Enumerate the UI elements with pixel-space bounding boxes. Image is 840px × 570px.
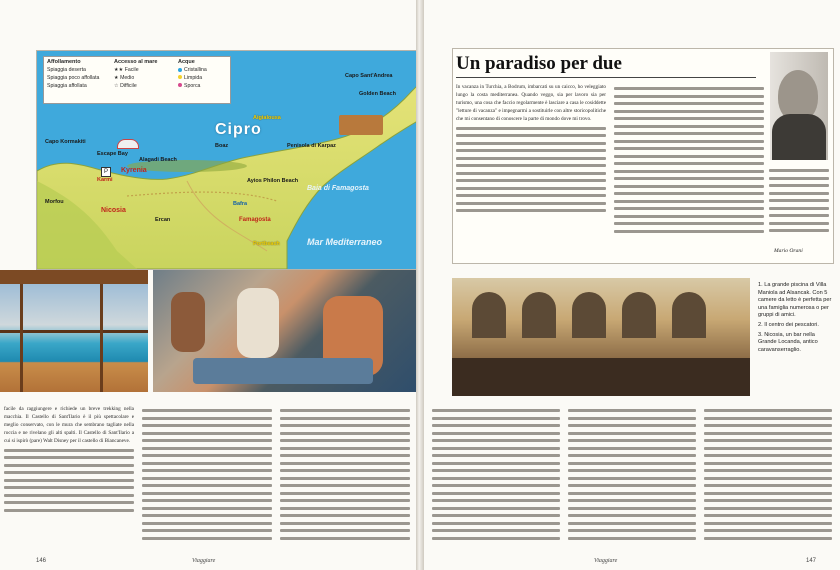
- right-intro-col-3: [769, 166, 829, 256]
- map-label-capo-santandrea: Capo Sant'Andrea: [345, 73, 393, 79]
- map-label-alagadi: Alagadi Beach: [139, 157, 177, 163]
- umbrella-icon: [117, 139, 139, 149]
- legend-beach-0: Spiaggia deserta: [47, 66, 86, 73]
- title-rule: [456, 77, 756, 78]
- right-col-2: [568, 406, 696, 544]
- photo-fishermen: [153, 270, 416, 392]
- map-label-nicosia: Nicosia: [101, 207, 126, 214]
- map-label-karpaz: Penisola di Karpaz: [287, 143, 336, 149]
- legend-beach-2: Spiaggia affollata: [47, 82, 87, 89]
- legend-beach-1: Spiaggia poco affollata: [47, 74, 100, 81]
- right-intro-col-1: [456, 84, 606, 256]
- map-label-bafra: Bafra: [233, 201, 248, 207]
- map-label-sea: Mar Mediterraneo: [307, 237, 383, 247]
- map-label-portbeach: Portbeach: [253, 241, 280, 247]
- right-intro-text: In vacanza in Turchia, a Bodrum, imbarcati su un caicco, ho veleggiato lungo la costa mediterranea. Quando veggo, sia per lavoro sia per turismo, una cosa che faccio regolarmente è lasciare a casa le cosiddette "letture di vacanza" e impegnarmi a sostituirle con altre storicopolitiche che mi consentano di conoscere la parte di mondo dove mi trovo.: [456, 84, 606, 122]
- map-label-aiglialousa: Aigialousa: [253, 115, 281, 121]
- legend-access: [114, 59, 174, 91]
- left-col-1: [4, 406, 134, 516]
- map-label-golden-beach: Golden Beach: [359, 91, 396, 97]
- map-label-cipro: Cipro: [215, 121, 262, 138]
- legend-water-2: Sporca: [178, 83, 200, 89]
- castle-icon: [339, 115, 383, 135]
- left-page: [0, 0, 416, 570]
- photo-pool: [0, 270, 148, 392]
- map-label-ayios-philon: Ayios Philon Beach: [247, 178, 299, 184]
- map-label-ercan: Ercan: [155, 217, 171, 223]
- legend-access-1: ★ Medio: [114, 74, 135, 81]
- legend-water-1: Limpida: [178, 75, 202, 81]
- right-intro-col-2b: [614, 84, 764, 256]
- legend-beaches: [47, 59, 105, 91]
- map-label-famagosta: Famagosta: [239, 217, 271, 223]
- legend-beach-title: Affollamento: [47, 59, 81, 65]
- legend-access-0: ★★ Facile: [114, 66, 139, 73]
- right-page: [424, 0, 840, 570]
- article-title: Un paradiso per due: [456, 53, 622, 74]
- caption-2: 2. Il centro dei pescatori.: [758, 321, 819, 328]
- photo-captions: [758, 282, 834, 354]
- legend-water-title: Acque: [178, 59, 195, 65]
- photo-nicosia-courtyard: [452, 278, 750, 396]
- right-col-1: [432, 406, 560, 544]
- page-number-left: 146: [36, 558, 47, 564]
- caption-3: 3. Nicosia, un bar nella Grande Locanda, antico caravanserraglio.: [758, 331, 818, 353]
- left-col-1-intro: facile da raggiungere e richiede un breve trekking nella macchia. Il Castello di Sant'Ilario è il più spettacolare e meglio conservato, con le mura che sembrano tagliate nella roccia e ne rivelano gli alti spalti. Il Castello di Sant'Ilario a cui si ispirò (pare) Walt Disney per il castello di Biancaneve.: [4, 406, 134, 444]
- legend-access-title: Accesso al mare: [114, 59, 158, 65]
- masthead-left: Viaggiare: [192, 558, 216, 564]
- map-label-escape-bay: Escape Bay: [97, 151, 128, 157]
- page-number-right: 147: [805, 558, 816, 564]
- map-label-morfou: Morfou: [45, 199, 64, 205]
- spread-gutter: [416, 0, 424, 570]
- parking-icon: P: [101, 167, 111, 177]
- map-label-famagusta-bay: Baia di Famagosta: [307, 185, 369, 192]
- map-label-kormakiti: Capo Kormakiti: [45, 139, 86, 145]
- author-signature: Mario Orani: [774, 248, 803, 254]
- map-label-boaz: Boaz: [215, 143, 229, 149]
- legend-access-2: ☆ Difficile: [114, 82, 137, 89]
- left-col-2: [142, 406, 272, 544]
- map-legend: [43, 56, 231, 104]
- map-label-kyrenia: Kyrenia: [121, 167, 147, 174]
- map-label-karmi: Karmi: [97, 177, 113, 183]
- legend-water-0: Cristallina: [178, 67, 207, 73]
- right-page-body: [424, 406, 840, 556]
- left-page-body: [0, 406, 416, 556]
- legend-water: [178, 59, 228, 91]
- right-col-3: [704, 406, 832, 544]
- caption-1: 1. La grande piscina di Villa Maniola ad Alsancak. Con 5 camere da letto è perfetta per una famiglia numerosa o per gruppi di amici.: [758, 282, 832, 319]
- left-col-3: [280, 406, 410, 544]
- cyprus-map: [36, 50, 416, 270]
- masthead-right: Viaggiare: [594, 558, 618, 564]
- photo-author-portrait: [770, 52, 828, 160]
